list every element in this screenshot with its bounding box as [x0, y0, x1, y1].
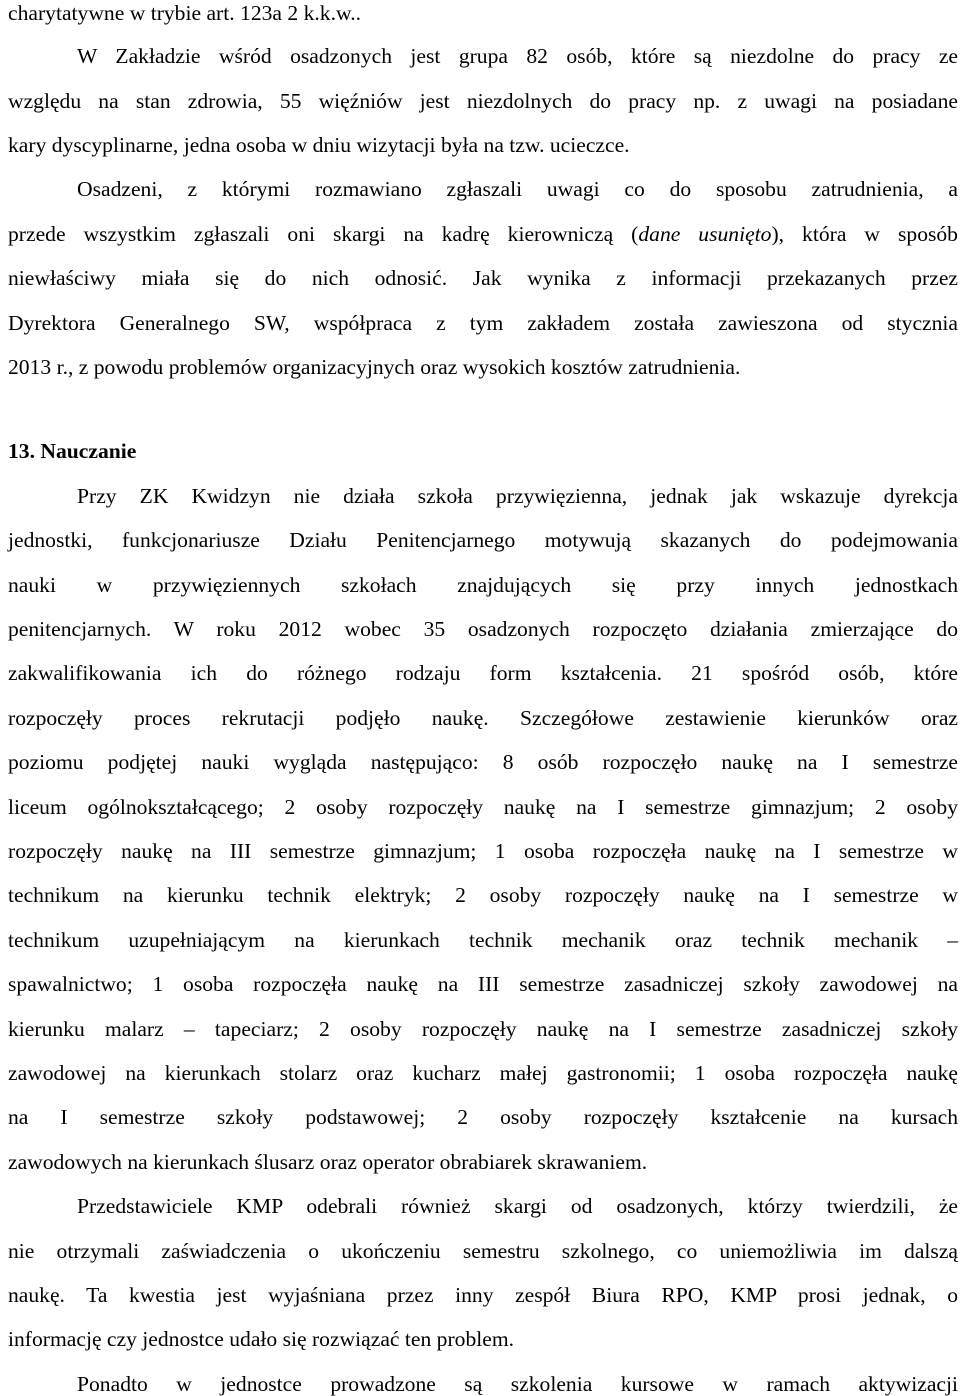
text-span: przede wszystkim zgłaszali oni skargi na kadrę kierowniczą ( [8, 222, 639, 246]
text-line: technikum uzupełniającym na kierunkach technik mechanik oraz technik mechanik – [8, 928, 958, 952]
text-line: technikum na kierunku technik elektryk; 2 osoby rozpoczęły naukę na I semestrze w [8, 883, 958, 907]
text-line: informację czy jednostce udało się rozwiązać ten problem. [8, 1327, 515, 1351]
text-line: liceum ogólnokształcącego; 2 osoby rozpoczęły naukę na I semestrze gimnazjum; 2 osoby [8, 795, 958, 819]
section-heading: 13. Nauczanie [8, 439, 137, 463]
text-line-with-redaction [8, 219, 958, 249]
text-line: Osadzeni, z którymi rozmawiano zgłaszali uwagi co do sposobu zatrudnienia, a [77, 177, 958, 201]
text-line: nauki w przywięziennych szkołach znajdujących się przy innych jednostkach [8, 573, 958, 597]
text-line: rozpoczęły naukę na III semestrze gimnazjum; 1 osoba rozpoczęła naukę na I semestrze w [8, 839, 958, 863]
text-line: spawalnictwo; 1 osoba rozpoczęła naukę na III semestrze zasadniczej szkoły zawodowej na [8, 972, 958, 996]
text-line: niewłaściwy miała się do nich odnosić. Jak wynika z informacji przekazanych przez [8, 266, 958, 290]
text-line: zawodowej na kierunkach stolarz oraz kucharz małej gastronomii; 1 osoba rozpoczęła naukę [8, 1061, 958, 1085]
text-line: Ponadto w jednostce prowadzone są szkolenia kursowe w ramach aktywizacji [77, 1372, 958, 1396]
text-line: Dyrektora Generalnego SW, współpraca z tym zakładem została zawieszona od stycznia [8, 311, 958, 335]
text-line: zakwalifikowania ich do różnego rodzaju form kształcenia. 21 spośród osób, które [8, 661, 958, 685]
text-span: ), która w sposób [771, 222, 958, 246]
text-line: Przedstawiciele KMP odebrali również skargi od osadzonych, którzy twierdzili, że [77, 1194, 958, 1218]
text-line: kierunku malarz – tapeciarz; 2 osoby rozpoczęły naukę na I semestrze zasadniczej szkoły [8, 1017, 958, 1041]
text-line: naukę. Ta kwestia jest wyjaśniana przez inny zespół Biura RPO, KMP prosi jednak, o [8, 1283, 958, 1307]
text-line: poziomu podjętej nauki wygląda następująco: 8 osób rozpoczęło naukę na I semestrze [8, 750, 958, 774]
text-line: na I semestrze szkoły podstawowej; 2 osoby rozpoczęły kształcenie na kursach [8, 1105, 958, 1129]
redaction-note: dane usunięto [638, 222, 772, 246]
text-line: Przy ZK Kwidzyn nie działa szkoła przywięzienna, jednak jak wskazuje dyrekcja [77, 484, 958, 508]
text-line: rozpoczęły proces rekrutacji podjęło naukę. Szczegółowe zestawienie kierunków oraz [8, 706, 958, 730]
text-line: penitencjarnych. W roku 2012 wobec 35 osadzonych rozpoczęto działania zmierzające do [8, 617, 958, 641]
text-line: względu na stan zdrowia, 55 więźniów jest niezdolnych do pracy np. z uwagi na posiadane [8, 89, 958, 113]
text-line: W Zakładzie wśród osadzonych jest grupa 82 osób, które są niezdolne do pracy ze [77, 44, 958, 68]
text-line: kary dyscyplinarne, jedna osoba w dniu wizytacji była na tzw. ucieczce. [8, 133, 630, 157]
text-line: charytatywne w trybie art. 123a 2 k.k.w.. [8, 1, 361, 25]
text-line: zawodowych na kierunkach ślusarz oraz operator obrabiarek skrawaniem. [8, 1150, 648, 1174]
text-line: jednostki, funkcjonariusze Działu Penitencjarnego motywują skazanych do podejmowania [8, 528, 958, 552]
text-line: 2013 r., z powodu problemów organizacyjnych oraz wysokich kosztów zatrudnienia. [8, 355, 741, 379]
text-line: nie otrzymali zaświadczenia o ukończeniu semestru szkolnego, co uniemożliwia im dalszą [8, 1239, 958, 1263]
